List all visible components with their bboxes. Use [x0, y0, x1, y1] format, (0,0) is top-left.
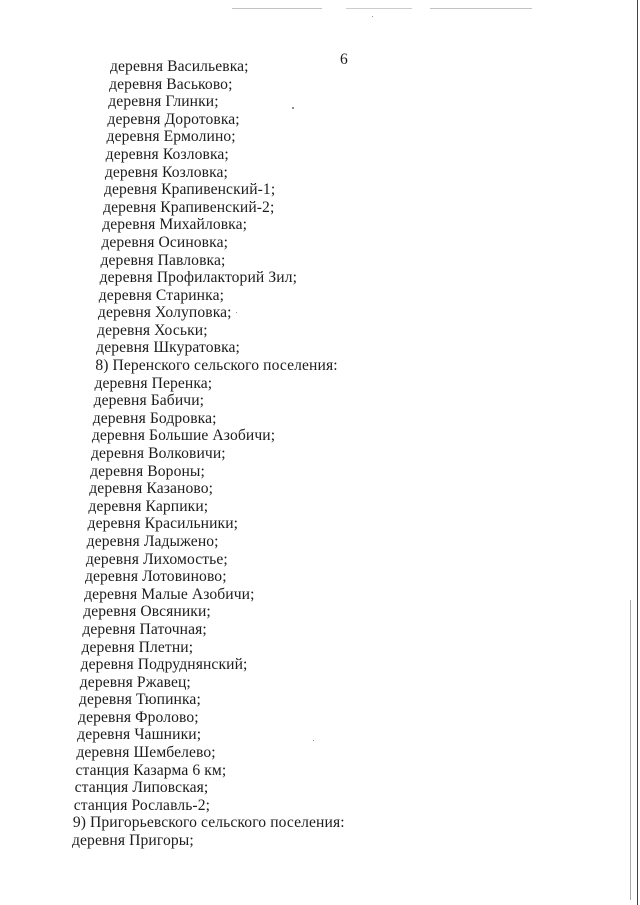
- text-line: деревня Малые Азобичи;: [84, 585, 255, 603]
- text-line: деревня Ермолино;: [106, 128, 236, 146]
- text-line: 8) Перенского сельского поселения:: [95, 357, 338, 375]
- text-line: станция Казарма 6 км;: [75, 761, 227, 779]
- text-line: 9) Пригорьевского сельского поселения:: [72, 814, 345, 832]
- text-line: деревня Васьково;: [109, 75, 233, 93]
- text-line: деревня Ладыжено;: [86, 532, 219, 550]
- text-line: деревня Ржавец;: [79, 673, 191, 691]
- text-line: деревня Доротовка;: [107, 110, 240, 128]
- text-line: деревня Большие Азобичи;: [91, 427, 276, 445]
- page-number: 6: [340, 51, 348, 68]
- text-line: деревня Крапивенский-1;: [103, 181, 276, 199]
- text-line: деревня Паточная;: [82, 620, 207, 638]
- text-line: деревня Фролово;: [78, 708, 199, 726]
- text-line: деревня Осиновка;: [101, 233, 229, 251]
- text-line: станция Липовская;: [74, 779, 209, 797]
- text-line: деревня Глинки;: [108, 93, 219, 111]
- text-line: станция Рославль-2;: [73, 796, 211, 814]
- text-line: деревня Старинка;: [98, 286, 225, 304]
- text-line: деревня Профилакторий Зил;: [99, 269, 298, 287]
- text-line: деревня Карпики;: [88, 497, 209, 515]
- text-line: деревня Плетни;: [81, 638, 194, 656]
- text-line: деревня Холуповка;: [97, 304, 232, 322]
- text-line: деревня Казаново;: [89, 480, 214, 498]
- text-line: деревня Лихомостье;: [85, 550, 228, 568]
- text-line: деревня Шембелево;: [76, 744, 216, 762]
- text-line: деревня Бодровка;: [92, 409, 217, 427]
- text-line: деревня Васильевка;: [110, 58, 249, 75]
- text-line: деревня Хоськи;: [97, 321, 208, 339]
- text-line: деревня Овсяники;: [83, 603, 211, 621]
- text-line: деревня Красильники;: [87, 515, 239, 533]
- text-line: деревня Пригоры;: [72, 832, 194, 849]
- text-line: деревня Козловка;: [105, 145, 229, 163]
- text-line: деревня Чашники;: [77, 726, 202, 744]
- text-line: деревня Козловка;: [104, 163, 228, 181]
- text-line: деревня Перенка;: [94, 374, 213, 392]
- text-line: деревня Подруднянский;: [80, 656, 248, 674]
- text-line: деревня Шкуратовка;: [96, 339, 240, 357]
- text-line: деревня Тюпинка;: [78, 691, 201, 709]
- text-line: деревня Крапивенский-2;: [103, 198, 275, 216]
- text-line: деревня Бабичи;: [93, 392, 205, 410]
- text-line: деревня Волковичи;: [91, 445, 226, 462]
- text-line: деревня Вороны;: [90, 462, 205, 480]
- text-line: деревня Михайловка;: [102, 216, 248, 234]
- text-line: деревня Лотовиново;: [84, 568, 227, 586]
- text-line: деревня Павловка;: [100, 251, 226, 269]
